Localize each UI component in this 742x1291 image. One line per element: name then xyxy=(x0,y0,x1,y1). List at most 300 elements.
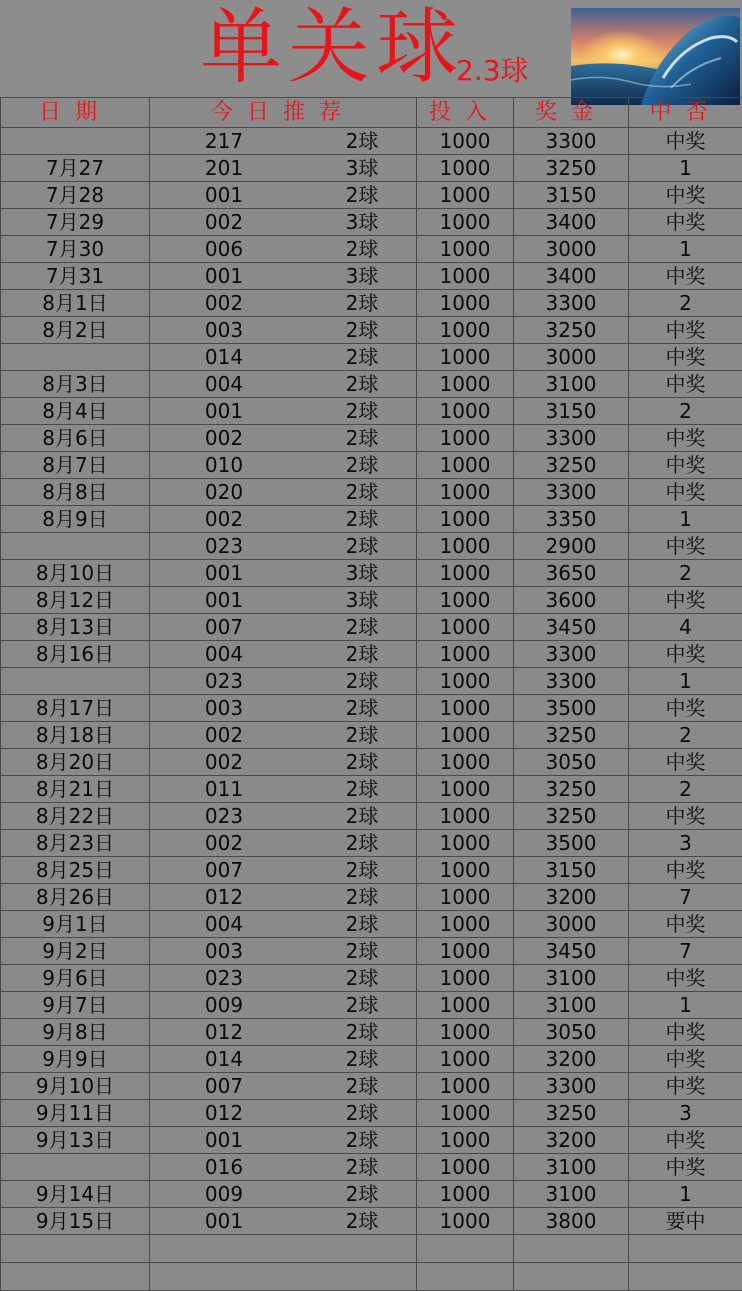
cell-date xyxy=(1,344,150,371)
cell-result: 2 xyxy=(629,722,742,749)
cell-date xyxy=(1,128,150,155)
recommendation-code: 007 xyxy=(196,614,252,640)
cell-stake: 1000 xyxy=(417,1154,514,1181)
table-row xyxy=(1,506,742,533)
table-row xyxy=(1,479,742,506)
empty-cell xyxy=(629,1263,742,1291)
recommendation-code: 002 xyxy=(196,722,252,748)
recommendation-balls: 2球 xyxy=(334,1154,390,1180)
cell-stake: 1000 xyxy=(417,749,514,776)
cell-recommendation xyxy=(150,479,417,506)
page-subtitle: 2.3球 xyxy=(456,54,529,88)
cell-result: 3 xyxy=(629,1100,742,1127)
cell-date: 9月9日 xyxy=(1,1046,150,1073)
cell-prize: 3100 xyxy=(514,371,629,398)
recommendation-code: 009 xyxy=(196,1181,252,1207)
recommendation-balls: 2球 xyxy=(334,911,390,937)
cell-prize: 3300 xyxy=(514,668,629,695)
recommendation-code: 012 xyxy=(196,1100,252,1126)
cell-date: 9月10日 xyxy=(1,1073,150,1100)
cell-date: 7月31 xyxy=(1,263,150,290)
cell-date: 8月9日 xyxy=(1,506,150,533)
cell-stake: 1000 xyxy=(417,155,514,182)
cell-recommendation xyxy=(150,911,417,938)
cell-result: 中奖 xyxy=(629,209,742,236)
cell-stake: 1000 xyxy=(417,884,514,911)
cell-recommendation xyxy=(150,182,417,209)
cell-result: 1 xyxy=(629,1181,742,1208)
cell-recommendation xyxy=(150,614,417,641)
results-table xyxy=(0,97,742,1291)
recommendation-code: 003 xyxy=(196,317,252,343)
cell-result: 1 xyxy=(629,155,742,182)
recommendation-code: 014 xyxy=(196,344,252,370)
cell-date: 7月27 xyxy=(1,155,150,182)
cell-prize: 2900 xyxy=(514,533,629,560)
cell-stake: 1000 xyxy=(417,371,514,398)
cell-result: 中奖 xyxy=(629,1127,742,1154)
table-row xyxy=(1,128,742,155)
table-row xyxy=(1,1100,742,1127)
cell-recommendation xyxy=(150,857,417,884)
cell-result: 2 xyxy=(629,776,742,803)
table-row xyxy=(1,263,742,290)
table-row xyxy=(1,1073,742,1100)
cell-result: 2 xyxy=(629,398,742,425)
recommendation-code: 014 xyxy=(196,1046,252,1072)
cell-stake: 1000 xyxy=(417,992,514,1019)
recommendation-balls: 3球 xyxy=(334,587,390,613)
cell-prize: 3200 xyxy=(514,1046,629,1073)
empty-cell xyxy=(150,1235,417,1263)
table-row xyxy=(1,668,742,695)
cell-date: 8月3日 xyxy=(1,371,150,398)
recommendation-code: 001 xyxy=(196,560,252,586)
recommendation-code: 002 xyxy=(196,290,252,316)
cell-recommendation xyxy=(150,722,417,749)
cell-recommendation xyxy=(150,533,417,560)
cell-result: 1 xyxy=(629,992,742,1019)
cell-date: 8月20日 xyxy=(1,749,150,776)
recommendation-code: 201 xyxy=(196,155,252,181)
recommendation-balls: 2球 xyxy=(334,884,390,910)
cell-prize: 3250 xyxy=(514,155,629,182)
table-row xyxy=(1,803,742,830)
cell-date: 8月6日 xyxy=(1,425,150,452)
cell-stake: 1000 xyxy=(417,587,514,614)
recommendation-balls: 2球 xyxy=(334,533,390,559)
table-row xyxy=(1,182,742,209)
cell-result: 中奖 xyxy=(629,641,742,668)
recommendation-code: 016 xyxy=(196,1154,252,1180)
cell-stake: 1000 xyxy=(417,1100,514,1127)
cell-result: 中奖 xyxy=(629,317,742,344)
recommendation-code: 006 xyxy=(196,236,252,262)
cell-result: 中奖 xyxy=(629,479,742,506)
cell-prize: 3400 xyxy=(514,209,629,236)
recommendation-balls: 2球 xyxy=(334,128,390,154)
table-row xyxy=(1,884,742,911)
empty-cell xyxy=(514,1235,629,1263)
cell-recommendation xyxy=(150,1046,417,1073)
recommendation-code: 009 xyxy=(196,992,252,1018)
table-row xyxy=(1,722,742,749)
cell-stake: 1000 xyxy=(417,911,514,938)
recommendation-balls: 2球 xyxy=(334,236,390,262)
recommendation-balls: 2球 xyxy=(334,776,390,802)
cell-result: 中奖 xyxy=(629,695,742,722)
empty-cell xyxy=(629,1235,742,1263)
cell-stake: 1000 xyxy=(417,668,514,695)
cell-stake: 1000 xyxy=(417,722,514,749)
cell-result: 中奖 xyxy=(629,1019,742,1046)
cell-recommendation xyxy=(150,668,417,695)
cell-recommendation xyxy=(150,506,417,533)
cell-stake: 1000 xyxy=(417,614,514,641)
cell-date: 8月13日 xyxy=(1,614,150,641)
cell-date: 9月8日 xyxy=(1,1019,150,1046)
cell-stake: 1000 xyxy=(417,803,514,830)
cell-date: 8月12日 xyxy=(1,587,150,614)
cell-date: 8月8日 xyxy=(1,479,150,506)
recommendation-balls: 2球 xyxy=(334,965,390,991)
recommendation-balls: 3球 xyxy=(334,155,390,181)
recommendation-code: 002 xyxy=(196,830,252,856)
cell-recommendation xyxy=(150,425,417,452)
recommendation-balls: 2球 xyxy=(334,452,390,478)
table-row xyxy=(1,614,742,641)
recommendation-balls: 2球 xyxy=(334,668,390,694)
cell-prize: 3250 xyxy=(514,722,629,749)
cell-date: 8月1日 xyxy=(1,290,150,317)
recommendation-balls: 3球 xyxy=(334,263,390,289)
cell-prize: 3250 xyxy=(514,776,629,803)
cell-date: 8月7日 xyxy=(1,452,150,479)
cell-prize: 3000 xyxy=(514,911,629,938)
recommendation-balls: 2球 xyxy=(334,182,390,208)
cell-prize: 3100 xyxy=(514,1154,629,1181)
recommendation-balls: 2球 xyxy=(334,506,390,532)
recommendation-balls: 2球 xyxy=(334,803,390,829)
cell-recommendation xyxy=(150,1208,417,1235)
recommendation-balls: 2球 xyxy=(334,1073,390,1099)
recommendation-code: 007 xyxy=(196,1073,252,1099)
cell-prize: 3150 xyxy=(514,398,629,425)
cell-stake: 1000 xyxy=(417,1127,514,1154)
table-row xyxy=(1,857,742,884)
recommendation-balls: 2球 xyxy=(334,857,390,883)
cell-recommendation xyxy=(150,695,417,722)
table-header-row xyxy=(1,98,742,128)
recommendation-balls: 2球 xyxy=(334,695,390,721)
cell-stake: 1000 xyxy=(417,128,514,155)
cell-result: 1 xyxy=(629,506,742,533)
cell-result: 中奖 xyxy=(629,128,742,155)
cell-recommendation xyxy=(150,560,417,587)
empty-cell xyxy=(514,1263,629,1291)
recommendation-code: 002 xyxy=(196,749,252,775)
cell-stake: 1000 xyxy=(417,236,514,263)
cell-recommendation xyxy=(150,587,417,614)
cell-result: 2 xyxy=(629,290,742,317)
cell-stake: 1000 xyxy=(417,182,514,209)
recommendation-balls: 2球 xyxy=(334,1208,390,1234)
cell-recommendation xyxy=(150,1019,417,1046)
recommendation-code: 002 xyxy=(196,425,252,451)
cell-prize: 3800 xyxy=(514,1208,629,1235)
cell-prize: 3250 xyxy=(514,803,629,830)
cell-prize: 3150 xyxy=(514,857,629,884)
recommendation-code: 217 xyxy=(196,128,252,154)
recommendation-balls: 2球 xyxy=(334,317,390,343)
cell-date: 8月2日 xyxy=(1,317,150,344)
cell-date: 8月18日 xyxy=(1,722,150,749)
cell-prize: 3300 xyxy=(514,479,629,506)
cell-recommendation xyxy=(150,992,417,1019)
recommendation-code: 010 xyxy=(196,452,252,478)
cell-recommendation xyxy=(150,209,417,236)
cell-stake: 1000 xyxy=(417,452,514,479)
cell-recommendation xyxy=(150,236,417,263)
recommendation-code: 003 xyxy=(196,695,252,721)
cell-recommendation xyxy=(150,1073,417,1100)
table-row xyxy=(1,317,742,344)
cell-result: 2 xyxy=(629,560,742,587)
recommendation-code: 004 xyxy=(196,641,252,667)
table-row xyxy=(1,695,742,722)
recommendation-balls: 2球 xyxy=(334,641,390,667)
cell-recommendation xyxy=(150,884,417,911)
cell-recommendation xyxy=(150,263,417,290)
recommendation-code: 001 xyxy=(196,263,252,289)
cell-result: 中奖 xyxy=(629,371,742,398)
recommendation-balls: 3球 xyxy=(334,209,390,235)
recommendation-balls: 3球 xyxy=(334,560,390,586)
table-row xyxy=(1,155,742,182)
cell-prize: 3500 xyxy=(514,830,629,857)
table-row xyxy=(1,965,742,992)
cell-result: 中奖 xyxy=(629,803,742,830)
cell-date: 9月13日 xyxy=(1,1127,150,1154)
cell-prize: 3000 xyxy=(514,344,629,371)
recommendation-balls: 2球 xyxy=(334,290,390,316)
cell-date: 7月30 xyxy=(1,236,150,263)
cell-stake: 1000 xyxy=(417,1019,514,1046)
cell-date: 8月22日 xyxy=(1,803,150,830)
cell-result: 1 xyxy=(629,236,742,263)
table-row xyxy=(1,560,742,587)
cell-recommendation xyxy=(150,803,417,830)
cell-date xyxy=(1,668,150,695)
recommendation-balls: 2球 xyxy=(334,749,390,775)
cell-prize: 3200 xyxy=(514,1127,629,1154)
table-row xyxy=(1,425,742,452)
column-header-date: 日期 xyxy=(1,98,150,128)
table-row xyxy=(1,911,742,938)
cell-recommendation xyxy=(150,749,417,776)
cell-date: 9月11日 xyxy=(1,1100,150,1127)
cell-recommendation xyxy=(150,128,417,155)
table-row xyxy=(1,1154,742,1181)
cell-stake: 1000 xyxy=(417,830,514,857)
page-title: 单关球 xyxy=(200,2,464,94)
cell-date: 9月6日 xyxy=(1,965,150,992)
table-row xyxy=(1,398,742,425)
recommendation-balls: 2球 xyxy=(334,614,390,640)
cell-recommendation xyxy=(150,344,417,371)
cell-result: 中奖 xyxy=(629,533,742,560)
empty-table-row xyxy=(1,1235,742,1263)
recommendation-balls: 2球 xyxy=(334,938,390,964)
recommendation-code: 004 xyxy=(196,911,252,937)
cell-prize: 3300 xyxy=(514,425,629,452)
recommendation-balls: 2球 xyxy=(334,1019,390,1045)
table-row xyxy=(1,209,742,236)
cell-result: 7 xyxy=(629,938,742,965)
cell-stake: 1000 xyxy=(417,506,514,533)
empty-table-row xyxy=(1,1263,742,1291)
cell-result: 中奖 xyxy=(629,857,742,884)
empty-cell xyxy=(417,1235,514,1263)
cell-stake: 1000 xyxy=(417,1073,514,1100)
cell-date: 8月21日 xyxy=(1,776,150,803)
cell-date: 7月28 xyxy=(1,182,150,209)
cell-prize: 3650 xyxy=(514,560,629,587)
table-row xyxy=(1,1046,742,1073)
column-header-recommendation: 今日推荐 xyxy=(150,98,417,128)
cell-result: 中奖 xyxy=(629,182,742,209)
recommendation-balls: 2球 xyxy=(334,1181,390,1207)
recommendation-code: 001 xyxy=(196,1127,252,1153)
recommendation-code: 020 xyxy=(196,479,252,505)
recommendation-code: 001 xyxy=(196,1208,252,1234)
recommendation-code: 023 xyxy=(196,803,252,829)
cell-date: 8月10日 xyxy=(1,560,150,587)
cell-result: 中奖 xyxy=(629,452,742,479)
cell-recommendation xyxy=(150,290,417,317)
empty-cell xyxy=(150,1263,417,1291)
cell-prize: 3450 xyxy=(514,938,629,965)
cell-prize: 3100 xyxy=(514,1181,629,1208)
cell-recommendation xyxy=(150,1100,417,1127)
recommendation-balls: 2球 xyxy=(334,1100,390,1126)
table-row xyxy=(1,344,742,371)
cell-result: 3 xyxy=(629,830,742,857)
cell-prize: 3600 xyxy=(514,587,629,614)
recommendation-code: 001 xyxy=(196,587,252,613)
cell-stake: 1000 xyxy=(417,776,514,803)
table-row xyxy=(1,992,742,1019)
recommendation-code: 011 xyxy=(196,776,252,802)
recommendation-code: 002 xyxy=(196,209,252,235)
column-header-result: 中否 xyxy=(629,98,742,128)
cell-stake: 1000 xyxy=(417,533,514,560)
cell-recommendation xyxy=(150,452,417,479)
cell-prize: 3300 xyxy=(514,290,629,317)
table-row xyxy=(1,236,742,263)
recommendation-code: 007 xyxy=(196,857,252,883)
cell-recommendation xyxy=(150,1181,417,1208)
cell-stake: 1000 xyxy=(417,560,514,587)
cell-result: 中奖 xyxy=(629,911,742,938)
cell-result: 中奖 xyxy=(629,1154,742,1181)
recommendation-code: 023 xyxy=(196,965,252,991)
table-row xyxy=(1,290,742,317)
cell-recommendation xyxy=(150,317,417,344)
table-row xyxy=(1,938,742,965)
cell-recommendation xyxy=(150,155,417,182)
cell-result: 中奖 xyxy=(629,1046,742,1073)
cell-result: 中奖 xyxy=(629,425,742,452)
table-row xyxy=(1,1127,742,1154)
cell-result: 中奖 xyxy=(629,344,742,371)
cell-prize: 3450 xyxy=(514,614,629,641)
cell-date: 8月16日 xyxy=(1,641,150,668)
cell-stake: 1000 xyxy=(417,1046,514,1073)
cell-date: 8月4日 xyxy=(1,398,150,425)
cell-stake: 1000 xyxy=(417,965,514,992)
recommendation-code: 002 xyxy=(196,506,252,532)
cell-stake: 1000 xyxy=(417,317,514,344)
cell-stake: 1000 xyxy=(417,344,514,371)
recommendation-code: 004 xyxy=(196,371,252,397)
recommendation-code: 001 xyxy=(196,398,252,424)
cell-prize: 3200 xyxy=(514,884,629,911)
table-row xyxy=(1,533,742,560)
cell-recommendation xyxy=(150,398,417,425)
cell-date: 9月1日 xyxy=(1,911,150,938)
cell-stake: 1000 xyxy=(417,209,514,236)
cell-stake: 1000 xyxy=(417,1208,514,1235)
recommendation-code: 023 xyxy=(196,668,252,694)
cell-stake: 1000 xyxy=(417,290,514,317)
cell-prize: 3050 xyxy=(514,1019,629,1046)
cell-recommendation xyxy=(150,641,417,668)
cell-date: 9月15日 xyxy=(1,1208,150,1235)
cell-date: 7月29 xyxy=(1,209,150,236)
cell-prize: 3300 xyxy=(514,128,629,155)
recommendation-code: 012 xyxy=(196,1019,252,1045)
table-row xyxy=(1,749,742,776)
cell-stake: 1000 xyxy=(417,425,514,452)
table-row xyxy=(1,1181,742,1208)
table-row xyxy=(1,371,742,398)
column-header-stake: 投入 xyxy=(417,98,514,128)
cell-prize: 3100 xyxy=(514,992,629,1019)
recommendation-balls: 2球 xyxy=(334,1046,390,1072)
cell-result: 中奖 xyxy=(629,587,742,614)
ocean-wave-sunset-image xyxy=(571,8,740,105)
cell-prize: 3150 xyxy=(514,182,629,209)
recommendation-code: 012 xyxy=(196,884,252,910)
recommendation-balls: 2球 xyxy=(334,722,390,748)
cell-recommendation xyxy=(150,938,417,965)
cell-recommendation xyxy=(150,1154,417,1181)
cell-date xyxy=(1,533,150,560)
cell-recommendation xyxy=(150,830,417,857)
cell-prize: 3400 xyxy=(514,263,629,290)
cell-date: 8月23日 xyxy=(1,830,150,857)
cell-prize: 3100 xyxy=(514,965,629,992)
cell-date: 8月17日 xyxy=(1,695,150,722)
cell-stake: 1000 xyxy=(417,641,514,668)
cell-date: 9月2日 xyxy=(1,938,150,965)
cell-prize: 3250 xyxy=(514,1100,629,1127)
cell-result: 中奖 xyxy=(629,965,742,992)
cell-result: 1 xyxy=(629,668,742,695)
cell-stake: 1000 xyxy=(417,938,514,965)
recommendation-balls: 2球 xyxy=(334,479,390,505)
